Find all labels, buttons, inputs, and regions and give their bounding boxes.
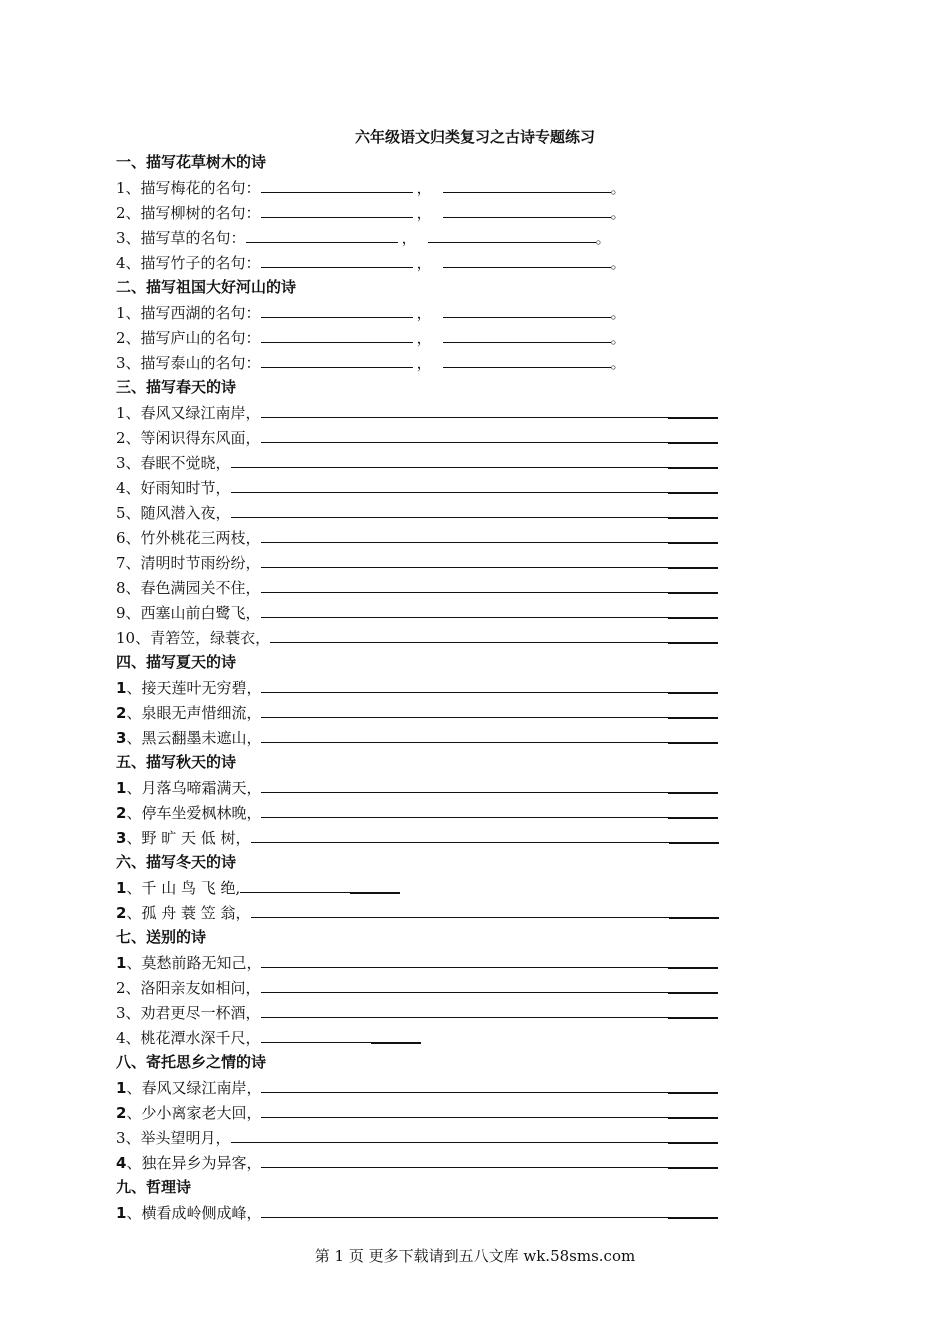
answer-blank[interactable]	[261, 350, 413, 368]
question-number: 2	[116, 204, 126, 222]
answer-line-end	[668, 493, 718, 494]
answer-line-end	[668, 643, 718, 644]
question-number: 1	[116, 404, 126, 422]
answer-blank[interactable]	[246, 225, 398, 243]
question-text: 、泉眼无声惜细流，	[126, 704, 262, 722]
answer-line-end	[350, 893, 400, 894]
question-row	[116, 900, 816, 925]
period: 。	[610, 354, 626, 372]
question-text: 、洛阳亲友如相问，	[125, 979, 261, 997]
answer-blank[interactable]	[443, 300, 611, 318]
answer-blank[interactable]	[261, 175, 413, 193]
question-text: 、春眠不觉晓，	[125, 454, 231, 472]
answer-line-end	[668, 968, 718, 969]
answer-line[interactable]	[231, 1125, 718, 1143]
question-row	[116, 1100, 816, 1125]
question-text: 、春色满园关不住，	[125, 579, 261, 597]
answer-line[interactable]	[270, 625, 718, 643]
question-row	[116, 1000, 816, 1025]
answer-line-end	[668, 1143, 718, 1144]
question-text: 、描写西湖的名句：	[125, 304, 261, 322]
question-row	[116, 225, 816, 250]
answer-line[interactable]	[261, 975, 718, 993]
answer-line-end	[668, 993, 718, 994]
question-number: 9	[116, 604, 126, 622]
question-number: 8	[116, 579, 126, 597]
comma: ，	[416, 204, 432, 222]
question-number: 4	[116, 254, 126, 272]
answer-line[interactable]	[261, 1000, 718, 1018]
question-row	[116, 1150, 816, 1175]
section-heading: 五、描写秋天的诗	[116, 753, 237, 771]
question-row	[116, 800, 816, 825]
question-row	[116, 600, 816, 625]
section-heading: 一、描写花草树木的诗	[116, 153, 267, 171]
answer-blank[interactable]	[443, 175, 611, 193]
question-number: 4	[116, 479, 126, 497]
question-row	[116, 775, 816, 800]
question-number: 10	[116, 629, 136, 647]
question-number: 1	[116, 779, 127, 797]
section-heading: 七、送别的诗	[116, 928, 207, 946]
period: 。	[610, 254, 626, 272]
question-number: 5	[116, 504, 126, 522]
answer-line[interactable]	[261, 1075, 718, 1093]
answer-blank[interactable]	[261, 200, 413, 218]
question-row	[116, 1125, 816, 1150]
period: 。	[610, 304, 626, 322]
question-row	[116, 975, 816, 1000]
answer-line[interactable]	[231, 500, 718, 518]
section-heading: 二、描写祖国大好河山的诗	[116, 278, 297, 296]
question-row	[116, 1075, 816, 1100]
question-text: 、少小离家老大回，	[126, 1104, 262, 1122]
question-number: 2	[116, 429, 126, 447]
question-text: 、千 山 鸟 飞 绝,	[126, 879, 241, 897]
answer-blank[interactable]	[261, 250, 413, 268]
answer-line[interactable]	[261, 950, 718, 968]
question-number: 1	[116, 1204, 127, 1222]
question-number: 2	[116, 804, 127, 822]
question-row	[116, 875, 816, 900]
answer-line[interactable]	[261, 725, 718, 743]
question-text: 、春风又绿江南岸，	[125, 404, 261, 422]
question-text: 、描写梅花的名句：	[125, 179, 261, 197]
answer-line[interactable]	[240, 875, 400, 893]
period: 。	[595, 229, 611, 247]
comma: ，	[416, 329, 432, 347]
answer-blank[interactable]	[443, 350, 611, 368]
comma: ，	[401, 229, 417, 247]
answer-line-end	[668, 568, 718, 569]
question-number: 3	[116, 1129, 126, 1147]
answer-line-end	[669, 918, 719, 919]
question-text: 、黑云翻墨未遮山，	[126, 729, 262, 747]
question-row	[116, 725, 816, 750]
question-row	[116, 575, 816, 600]
answer-line[interactable]	[231, 450, 718, 468]
question-row	[116, 1200, 816, 1225]
question-number: 6	[116, 529, 126, 547]
answer-line-end	[668, 693, 718, 694]
period: 。	[610, 204, 626, 222]
period: 。	[610, 329, 626, 347]
question-number: 3	[116, 1004, 126, 1022]
answer-line-end	[668, 543, 718, 544]
section-heading: 九、哲理诗	[116, 1178, 192, 1196]
answer-line-end	[668, 818, 718, 819]
question-text: 、莫愁前路无知己，	[126, 954, 262, 972]
answer-line[interactable]	[251, 900, 719, 918]
question-text: 、停车坐爱枫林晚，	[126, 804, 262, 822]
question-row	[116, 525, 816, 550]
question-text: 、竹外桃花三两枝，	[125, 529, 261, 547]
answer-line[interactable]	[261, 575, 718, 593]
question-text: 、等闲识得东风面，	[125, 429, 261, 447]
section-heading: 八、寄托思乡之情的诗	[116, 1053, 267, 1071]
question-number: 3	[116, 454, 126, 472]
answer-line-end	[668, 593, 718, 594]
question-number: 2	[116, 1104, 127, 1122]
question-text: 、描写草的名句：	[125, 229, 246, 247]
answer-line-end	[668, 1018, 718, 1019]
answer-blank[interactable]	[443, 325, 611, 343]
answer-line[interactable]	[261, 775, 718, 793]
period: 。	[610, 179, 626, 197]
answer-line-end	[668, 443, 718, 444]
answer-line[interactable]	[261, 425, 718, 443]
answer-blank[interactable]	[443, 200, 611, 218]
answer-line[interactable]	[261, 1150, 718, 1168]
question-text: 、随风潜入夜，	[125, 504, 231, 522]
answer-line[interactable]	[231, 475, 718, 493]
page-footer: 第 1 页 更多下载请到五八文库 wk.58sms.com	[314, 1247, 636, 1265]
question-number: 2	[116, 979, 126, 997]
question-row	[116, 200, 816, 225]
question-row	[116, 825, 816, 850]
answer-line-end	[668, 1093, 718, 1094]
question-text: 、描写泰山的名句：	[125, 354, 261, 372]
question-row	[116, 500, 816, 525]
question-text: 、青箬笠，绿蓑衣，	[135, 629, 271, 647]
question-text: 、春风又绿江南岸，	[126, 1079, 262, 1097]
answer-blank[interactable]	[261, 325, 413, 343]
question-row	[116, 250, 816, 275]
question-number: 3	[116, 229, 126, 247]
section-heading: 三、描写春天的诗	[116, 378, 237, 396]
answer-line-end	[668, 1218, 718, 1219]
question-number: 2	[116, 329, 126, 347]
answer-line-end	[668, 618, 718, 619]
answer-blank[interactable]	[261, 300, 413, 318]
answer-line-end	[668, 793, 718, 794]
question-text: 、描写庐山的名句：	[125, 329, 261, 347]
question-number: 4	[116, 1029, 126, 1047]
answer-line[interactable]	[261, 800, 718, 818]
answer-line-end	[669, 843, 719, 844]
question-row	[116, 675, 816, 700]
question-row	[116, 1025, 816, 1050]
question-text: 、野 旷 天 低 树，	[126, 829, 251, 847]
answer-line-end	[371, 1043, 421, 1044]
answer-line-end	[668, 743, 718, 744]
answer-line[interactable]	[261, 1025, 421, 1043]
question-row	[116, 350, 816, 375]
answer-line[interactable]	[261, 525, 718, 543]
comma: ，	[416, 254, 432, 272]
question-text: 、描写竹子的名句：	[125, 254, 261, 272]
question-number: 1	[116, 679, 127, 697]
question-number: 4	[116, 1154, 127, 1172]
answer-blank[interactable]	[428, 225, 596, 243]
comma: ，	[416, 179, 432, 197]
answer-line[interactable]	[261, 550, 718, 568]
question-text: 、横看成岭侧成峰，	[126, 1204, 262, 1222]
question-number: 2	[116, 704, 127, 722]
question-text: 、好雨知时节，	[125, 479, 231, 497]
section-heading: 六、描写冬天的诗	[116, 853, 237, 871]
question-text: 、月落乌啼霜满天，	[126, 779, 262, 797]
question-row	[116, 700, 816, 725]
question-row	[116, 425, 816, 450]
answer-line[interactable]	[261, 700, 718, 718]
answer-line[interactable]	[261, 1200, 718, 1218]
answer-line[interactable]	[251, 825, 719, 843]
question-text: 、独在异乡为异客，	[126, 1154, 262, 1172]
question-row	[116, 950, 816, 975]
question-number: 3	[116, 729, 127, 747]
comma: ，	[416, 304, 432, 322]
question-number: 1	[116, 304, 126, 322]
question-text: 、接天莲叶无穷碧，	[126, 679, 262, 697]
answer-line[interactable]	[261, 400, 718, 418]
question-row	[116, 175, 816, 200]
question-number: 3	[116, 829, 127, 847]
question-row	[116, 475, 816, 500]
answer-line[interactable]	[261, 675, 718, 693]
question-row	[116, 550, 816, 575]
question-text: 、桃花潭水深千尺，	[125, 1029, 261, 1047]
question-number: 2	[116, 904, 127, 922]
answer-line-end	[668, 518, 718, 519]
page-title: 六年级语文归类复习之古诗专题练习	[354, 128, 595, 146]
comma: ，	[416, 354, 432, 372]
question-row	[116, 400, 816, 425]
question-text: 、孤 舟 蓑 笠 翁，	[126, 904, 251, 922]
answer-line[interactable]	[261, 1100, 718, 1118]
question-number: 3	[116, 354, 126, 372]
answer-line-end	[668, 718, 718, 719]
question-row	[116, 300, 816, 325]
question-text: 、举头望明月，	[125, 1129, 231, 1147]
question-number: 1	[116, 1079, 127, 1097]
answer-line-end	[668, 1168, 718, 1169]
question-text: 、清明时节雨纷纷，	[125, 554, 261, 572]
question-text: 、西塞山前白鹭飞，	[125, 604, 261, 622]
answer-blank[interactable]	[443, 250, 611, 268]
question-row	[116, 450, 816, 475]
question-text: 、劝君更尽一杯酒，	[125, 1004, 261, 1022]
answer-line[interactable]	[261, 600, 718, 618]
question-number: 1	[116, 954, 127, 972]
answer-line-end	[668, 468, 718, 469]
question-row	[116, 325, 816, 350]
question-number: 1	[116, 879, 127, 897]
question-row	[116, 625, 816, 650]
answer-line-end	[668, 418, 718, 419]
section-heading: 四、描写夏天的诗	[116, 653, 237, 671]
answer-line-end	[668, 1118, 718, 1119]
exercise-content	[116, 150, 816, 1225]
question-number: 7	[116, 554, 126, 572]
question-number: 1	[116, 179, 126, 197]
question-text: 、描写柳树的名句：	[125, 204, 261, 222]
